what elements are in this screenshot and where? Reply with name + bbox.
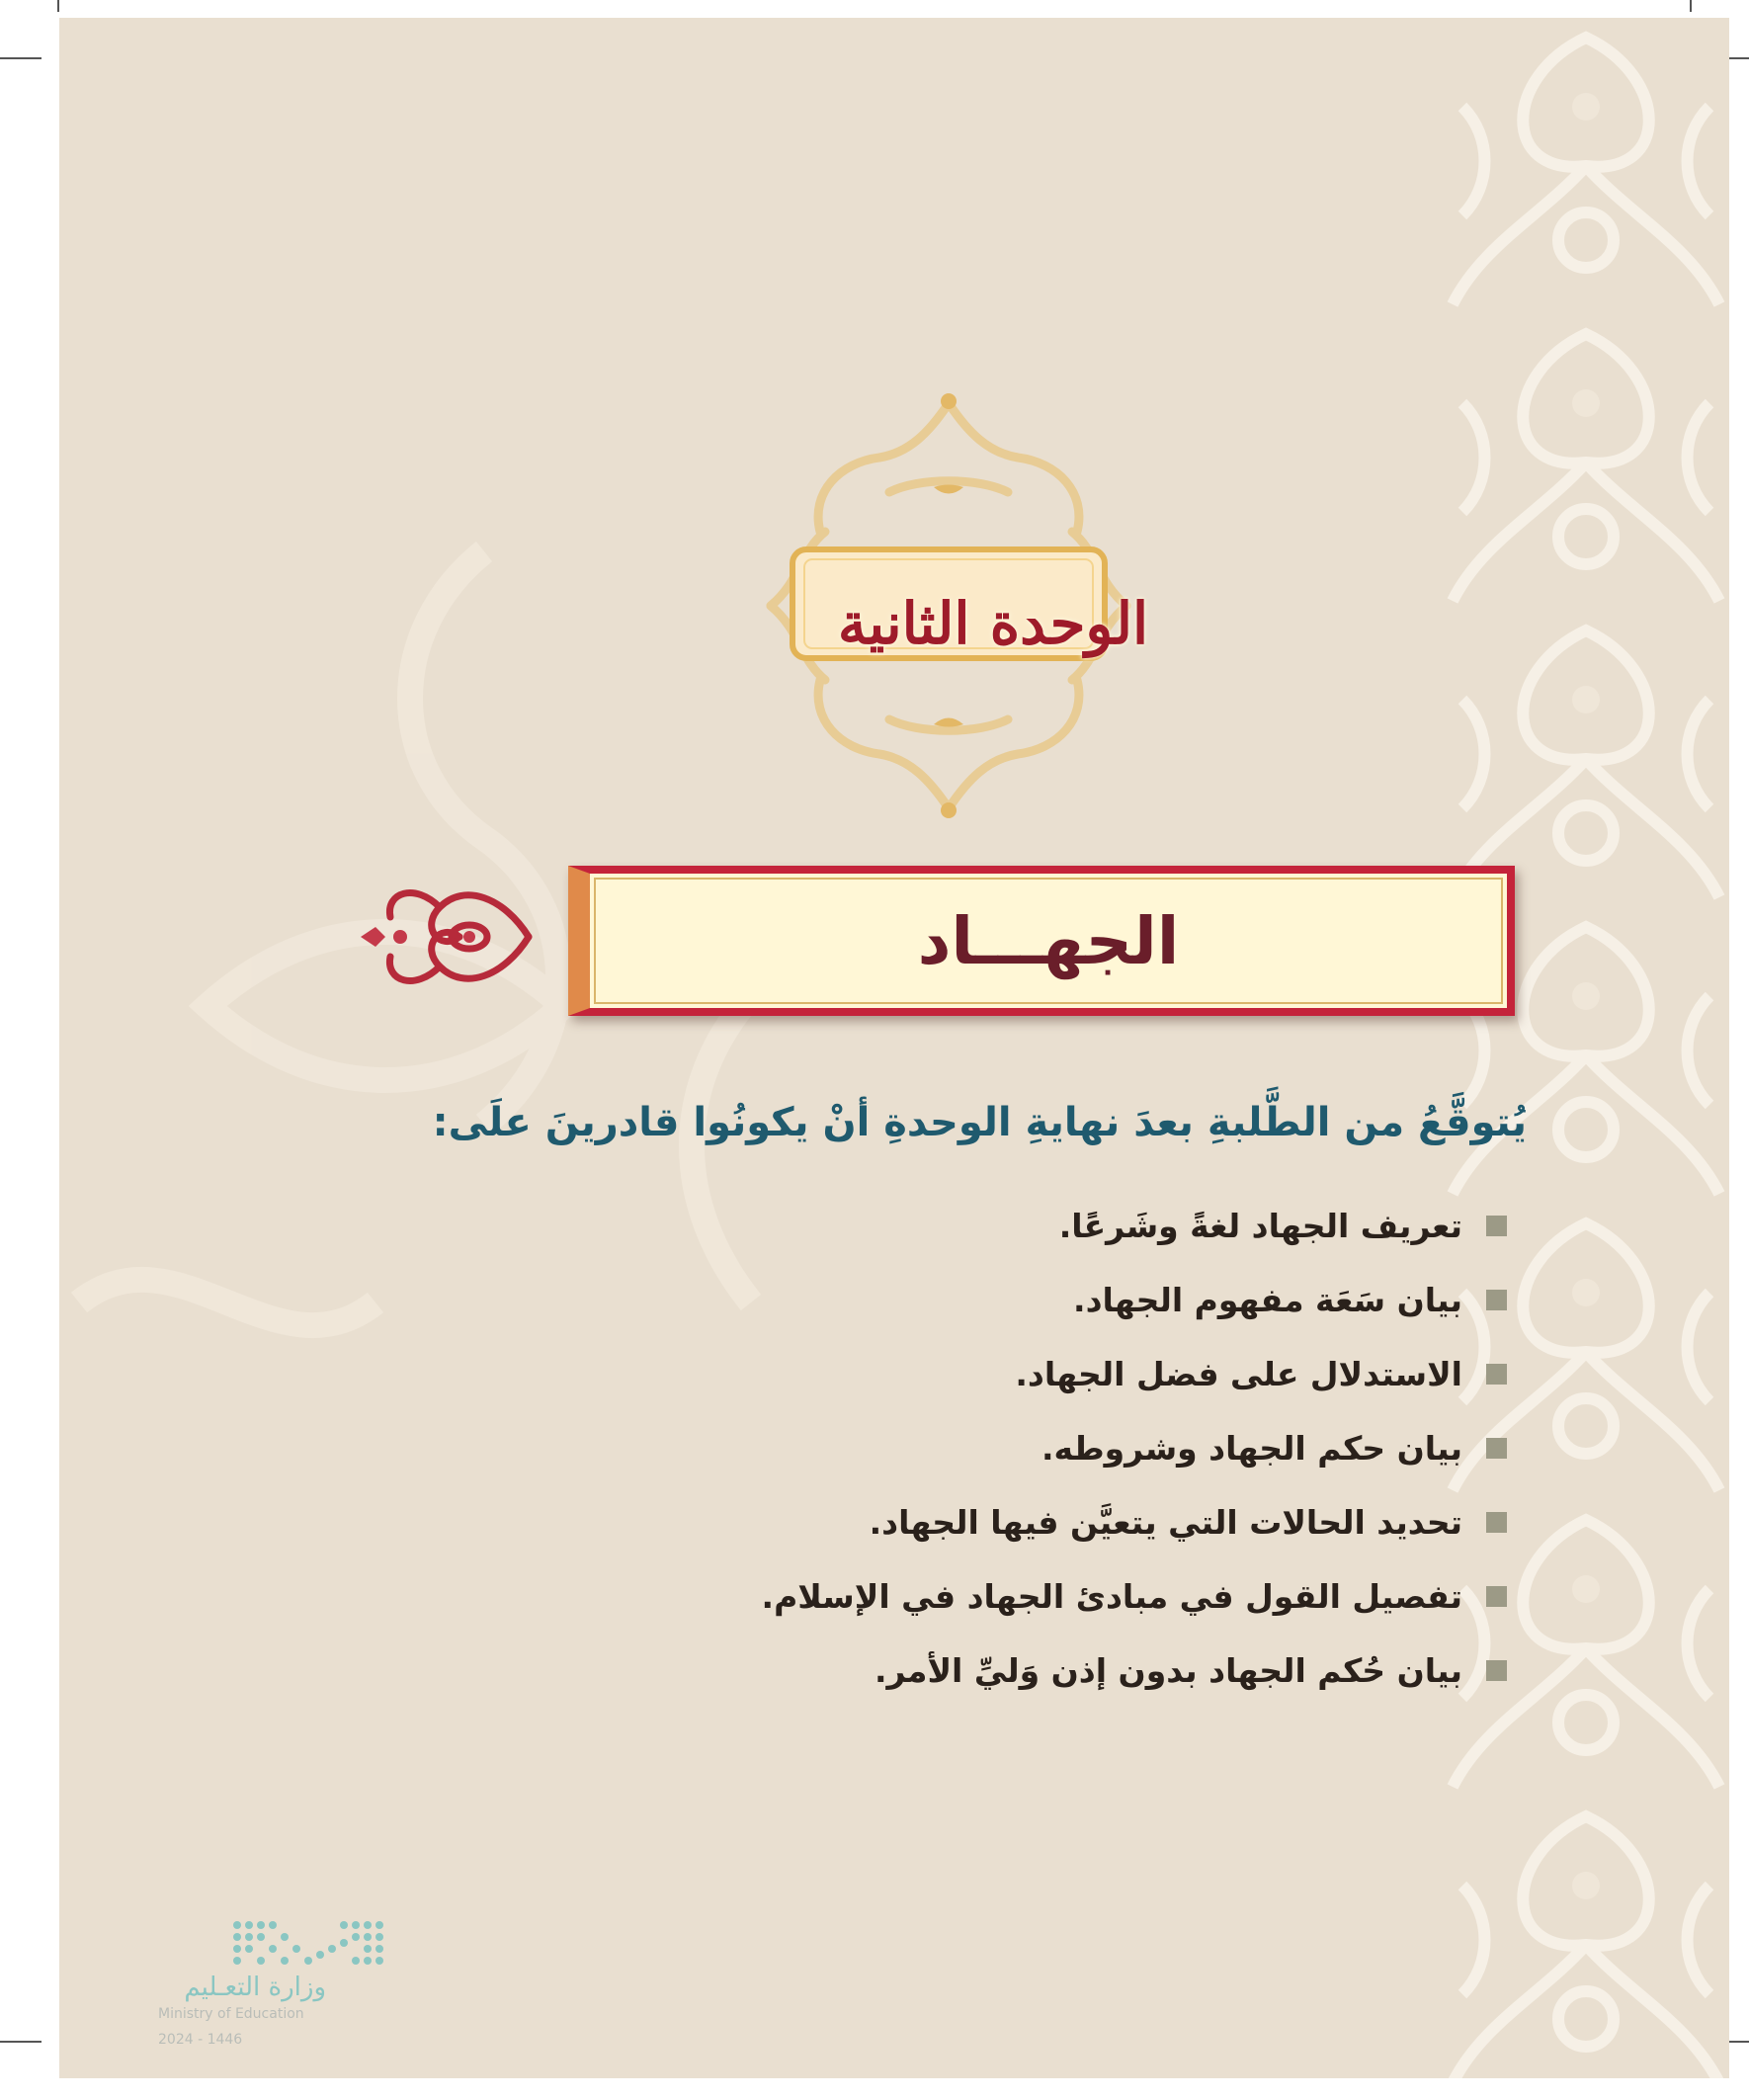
objective-item xyxy=(420,1263,1507,1337)
objectives-intro: يُتوقَّعُ من الطَّلبةِ بعدَ نهايةِ الوحدةِ أنْ يكونُوا قادرينَ علَى: xyxy=(432,1100,1527,1145)
objective-text: بيان حُكم الجهاد بدون إذن وَليِّ الأمر. xyxy=(874,1651,1462,1690)
square-bullet-icon xyxy=(1486,1512,1507,1533)
objective-text: تفصيل القول في مبادئ الجهاد في الإسلام. xyxy=(761,1577,1462,1616)
crop-mark xyxy=(1690,0,1692,12)
arabesque-border xyxy=(1443,18,1729,2078)
scroll-ornament xyxy=(356,863,534,1011)
ministry-name-ar: وزارة التعـليم xyxy=(184,1973,326,2002)
ministry-logo-icon xyxy=(227,1915,395,1967)
ministry-name-en: Ministry of Education xyxy=(158,2006,304,2022)
square-bullet-icon xyxy=(1486,1364,1507,1385)
crop-mark xyxy=(0,57,42,59)
objective-item xyxy=(420,1189,1507,1263)
square-bullet-icon xyxy=(1486,1660,1507,1681)
crop-mark xyxy=(0,2041,42,2043)
objective-text: الاستدلال على فضل الجهاد. xyxy=(1015,1355,1462,1393)
objectives-list xyxy=(420,1189,1507,1708)
unit-title: الوحدة الثانية xyxy=(837,589,1149,657)
square-bullet-icon xyxy=(1486,1438,1507,1459)
square-bullet-icon xyxy=(1486,1216,1507,1236)
objective-text: بيان حكم الجهاد وشروطه. xyxy=(1041,1429,1462,1468)
textbook-page xyxy=(59,18,1729,2078)
chapter-title-banner xyxy=(568,866,1515,1016)
edition-year: 2024 - 1446 xyxy=(158,2032,243,2048)
objective-text: تحديد الحالات التي يتعيَّن فيها الجهاد. xyxy=(869,1503,1462,1542)
square-bullet-icon xyxy=(1486,1290,1507,1310)
chapter-title: الجهـــاد xyxy=(917,902,1180,979)
objective-item xyxy=(420,1485,1507,1559)
objective-text: بيان سَعَة مفهوم الجهاد. xyxy=(1073,1281,1462,1319)
objective-item xyxy=(420,1337,1507,1411)
objective-text: تعريف الجهاد لغةً وشَرعًا. xyxy=(1058,1207,1462,1245)
objective-item xyxy=(420,1634,1507,1708)
objective-item xyxy=(420,1411,1507,1485)
crop-mark xyxy=(57,0,59,12)
square-bullet-icon xyxy=(1486,1586,1507,1607)
objective-item xyxy=(420,1559,1507,1634)
